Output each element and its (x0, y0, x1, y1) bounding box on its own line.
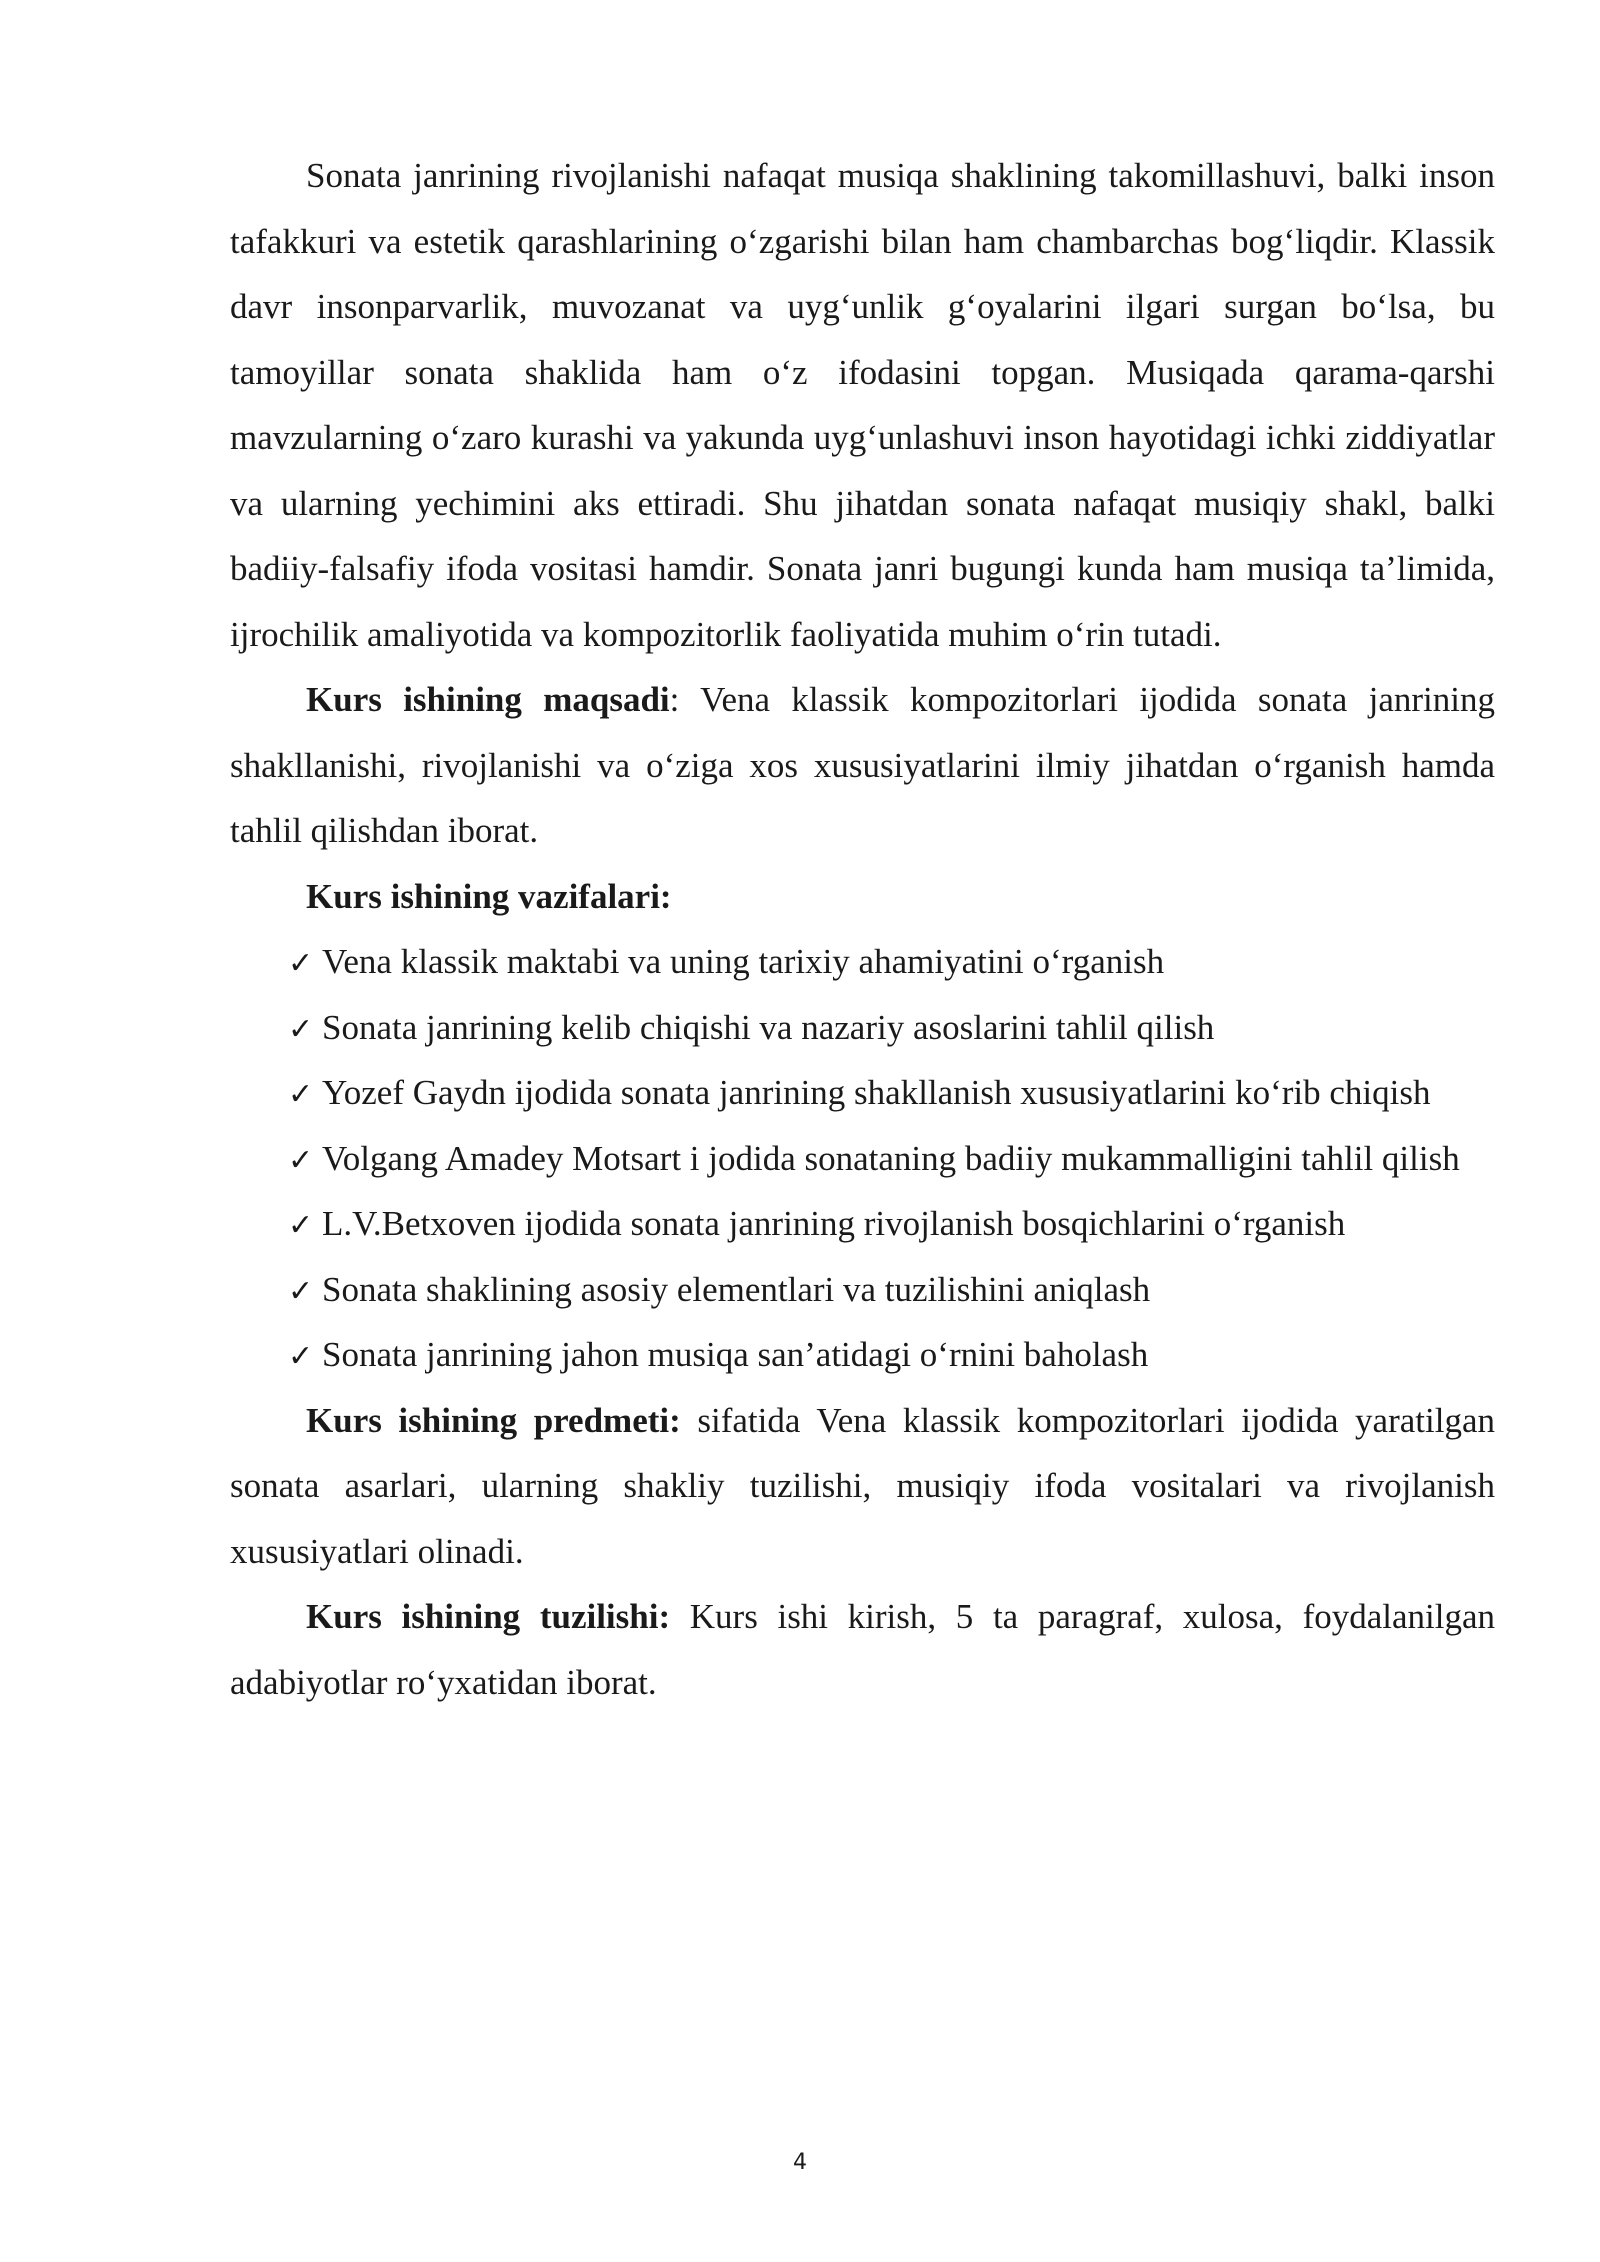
goal-text: : Vena klassik kompozitorlari ijodida sonata janrining shakllanishi, rivojlanishi va o‘ziga xos xususiyatlarini ilmiy jihatdan o‘rganish hamda tahlil qilishdan iborat. (230, 680, 1495, 850)
tasks-heading: Kurs ishining vazifalari: (306, 876, 672, 916)
task-item (230, 1322, 1495, 1388)
intro-paragraph: Sonata janrining rivojlanishi nafaqat musiqa shaklining takomillashuvi, balki inson tafakkuri va estetik qarashlarining o‘zgarishi bilan ham chambarchas bog‘liqdir. Klassik davr insonparvarlik, muvozanat va uyg‘unlik g‘oyalarini ilgari surgan bo‘lsa, bu tamoyillar sonata shaklida ham o‘z ifodasini topgan. Musiqada qarama-qarshi mavzularning o‘zaro kurashi va yakunda uyg‘unlashuvi inson hayotidagi ichki ziddiyatlar va ularning yechimini aks ettiradi. Shu jihatdan sonata nafaqat musiqiy shakl, balki badiiy-falsafiy ifoda vositasi hamdir. Sonata janri bugungi kunda ham musiqa ta’limida, ijrochilik amaliyotida va kompozitorlik faoliyatida muhim o‘rin tutadi. (230, 156, 1495, 654)
subject-paragraph (230, 1388, 1495, 1585)
task-item (230, 995, 1495, 1061)
task-item-text: Sonata janrining jahon musiqa san’atidagi o‘rnini baholash (322, 1335, 1149, 1374)
subject-label: Kurs ishining predmeti: (306, 1400, 681, 1440)
goal-label: Kurs ishining maqsadi (306, 680, 670, 719)
task-item-text: Yozef Gaydn ijodida sonata janrining shakllanish xususiyatlarini ko‘rib chiqish (322, 1073, 1431, 1112)
task-item-text: L.V.Betxoven ijodida sonata janrining rivojlanish bosqichlarini o‘rganish (322, 1204, 1346, 1243)
task-item-text: Sonata janrining kelib chiqishi va nazariy asoslarini tahlil qilish (322, 1007, 1215, 1047)
task-item (230, 1257, 1495, 1323)
structure-paragraph (230, 1584, 1495, 1715)
task-item (230, 1191, 1495, 1257)
goal-paragraph (230, 667, 1495, 864)
structure-label: Kurs ishining tuzilishi: (306, 1597, 671, 1636)
task-item (230, 929, 1495, 995)
checkmark-icon: ✓ (288, 946, 314, 981)
checkmark-icon: ✓ (288, 1011, 314, 1047)
task-item (230, 1060, 1495, 1126)
checkmark-icon: ✓ (288, 1339, 314, 1374)
checkmark-icon: ✓ (288, 1273, 314, 1309)
structure-text: Kurs ishi kirish, 5 ta paragraf, xulosa, foydalanilgan adabiyotlar ro‘yxatidan iborat. (230, 1597, 1496, 1702)
checkmark-icon: ✓ (288, 1077, 314, 1112)
task-item (230, 1126, 1495, 1192)
task-item-text: Volgang Amadey Motsart i jodida sonataning badiiy mukammalligini tahlil qilish (322, 1138, 1460, 1178)
checkmark-icon: ✓ (288, 1142, 314, 1178)
page-number: 4 (793, 2150, 807, 2175)
subject-text: sifatida Vena klassik kompozitorlari ijodida yaratilgan sonata asarlari, ularning shakliy tuzilishi, musiqiy ifoda vositalari va rivojlanish xususiyatlari olinadi. (230, 1400, 1495, 1571)
task-item-text: Vena klassik maktabi va uning tarixiy ahamiyatini o‘rganish (322, 942, 1165, 981)
checkmark-icon: ✓ (288, 1208, 314, 1243)
page-content (230, 143, 1495, 1715)
task-item-text: Sonata shaklining asosiy elementlari va tuzilishini aniqlash (322, 1269, 1151, 1309)
